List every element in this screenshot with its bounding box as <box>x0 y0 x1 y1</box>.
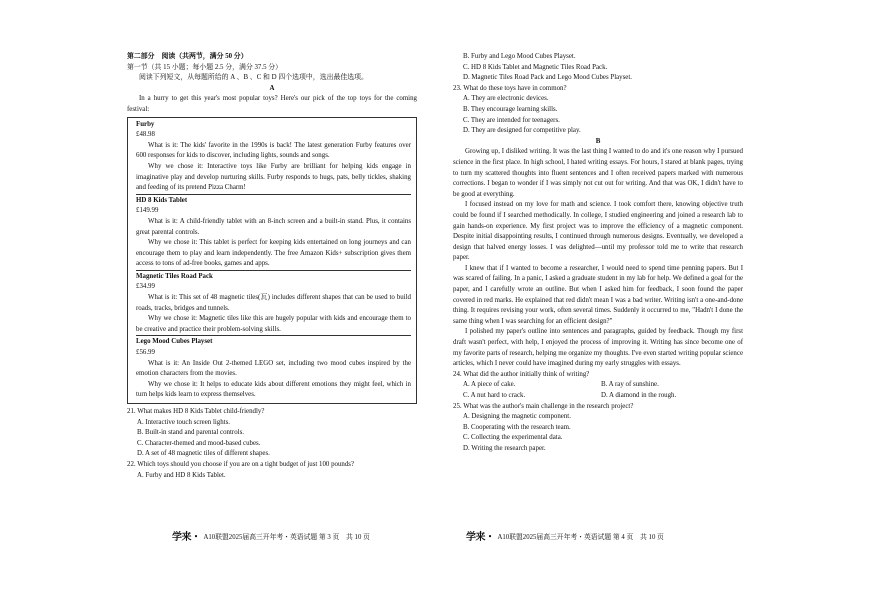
question-25-option: B. Cooperating with the research team. <box>463 423 571 431</box>
instructions: 阅读下列短文，从每题所给的 A 、B 、C 和 D 四个选项中，选出最佳选项。 <box>139 74 368 82</box>
toy-price: £34.99 <box>136 283 155 291</box>
question-23-stem: 23. What do these toys have in common? <box>453 84 567 92</box>
section-heading: 第一节（共 15 小题；每小题 2.5 分，满分 37.5 分） <box>127 63 283 71</box>
passage-b-paragraph: I focused instead on my love for math and science. I took comfort there, knowing objective truth could be found if I searched methodically. In college, I studied engineering and joined a research lab to gain hands-on experience. My first project was to improve the efficiency of a magnetic component. Despite initial disappointing results, I continued through numerous designs. Eventually, we developed a design that halved energy losses. I was delighted—until my professor told me to write that research paper. <box>453 201 743 262</box>
passage-a-label: A <box>269 84 275 92</box>
question-21-stem: 21. What makes HD 8 Kids Tablet child-friendly? <box>127 408 265 415</box>
toy-why: Why we chose it: This tablet is perfect for keeping kids entertained on long journeys and can encourage them to play and learn independently. The free Amazon Kids+ subscription gives them access to tons of ad-free books, games and apps. <box>136 239 411 268</box>
question-23-option: B. They encourage learning skills. <box>463 105 558 113</box>
left-page-column <box>127 52 417 481</box>
question-23-option: C. They are intended for teenagers. <box>463 116 560 124</box>
toy-name: Magnetic Tiles Road Pack <box>136 272 213 280</box>
question-21-option: B. Built-in stand and parental controls. <box>137 429 244 437</box>
toy-price: £56.99 <box>136 349 155 357</box>
toy-name: HD 8 Kids Tablet <box>136 196 188 204</box>
question-22-option: B. Furby and Lego Mood Cubes Playset. <box>463 53 576 60</box>
toy-why: Why we chose it: Interactive toys like Furby are brilliant for helping kids engage in imaginative play and develop nurturing skills. Furby responds to hugs, pats, belly tickles, shaking and feeding of its pretend Pizza Charm! <box>136 162 411 192</box>
footer-text: A10联盟2025届高三开年考・英语试题 第 3 页 共 10 页 <box>203 533 370 541</box>
passage-b-paragraph: Growing up, I disliked writing. It was the last thing I wanted to do and it's one reason why I pursued science in the first place. In high school, I hated writing essays. For hours, I stared at blank pages, trying to turn my scattered thoughts into fluent sentences and I often received papers marked with numerous corrections. I began to wonder if I was simply not cut out for writing. And that was OK, I didn't have to be good at everything. <box>453 148 743 198</box>
passage-b-paragraph: I knew that if I wanted to become a researcher, I would need to spend time penning papers. But I was scared of failing. In a panic, I asked a graduate student in my lab for help. We defined a goal for the paper, and I carefully wrote an outline. But when I asked him for feedback, I soon found the paper covered in red marks. He explained that red didn't mean I was a bad writer. Writing isn't a one-and-done thing. It requires revising your work, often several times. Suddenly it occurred to me, "Hadn't I done the same thing when I was searching for an efficient design?" <box>453 264 743 325</box>
question-24-options-row <box>453 391 743 402</box>
question-23-option: A. They are electronic devices. <box>463 95 549 103</box>
question-25-option: A. Designing the magnetic component. <box>463 413 571 421</box>
toy-name: Lego Mood Cubes Playset <box>136 338 213 346</box>
footer-text: A10联盟2025届高三开年考・英语试题 第 4 页 共 10 页 <box>497 533 664 541</box>
toy-price: £149.99 <box>136 207 159 215</box>
question-24-option: A. A piece of cake. <box>463 381 516 389</box>
question-24-option: C. A nut hard to crack. <box>463 392 526 399</box>
question-25-option: D. Writing the research paper. <box>463 444 546 452</box>
question-21-option: D. A set of 48 magnetic tiles of different shapes. <box>137 450 270 458</box>
question-21-option: A. Interactive touch screen lights. <box>137 418 230 426</box>
passage-a-intro: In a hurry to get this year's most popular toys? Here's our pick of the top toys for the coming festival: <box>127 95 417 113</box>
question-22-option: D. Magnetic Tiles Road Pack and Lego Mood Cubes Playset. <box>463 74 632 82</box>
toy-what: What is it: This set of 48 magnetic tiles(瓦) includes different shapes that can be used to build roads, tracks, bridges and tunnels. <box>136 294 411 312</box>
question-24-option: D. A diamond in the rough. <box>601 392 677 399</box>
toy-what: What is it: The kids' favorite in the 1990s is back! The latest generation Furby features over 600 responses for kids to discover, including lights, sounds and songs. <box>136 141 411 160</box>
toy-name: Furby <box>136 120 155 128</box>
question-23-option: D. They are designed for competitive play. <box>463 127 581 135</box>
question-22-option: C. HD 8 Kids Tablet and Magnetic Tiles Road Pack. <box>463 63 608 71</box>
question-24-option: B. A ray of sunshine. <box>601 381 659 389</box>
toy-what: What is it: An Inside Out 2-themed LEGO set, including two mood cubes inspired by the emotion characters from the movies. <box>136 359 411 378</box>
toy-why: Why we chose it: Magnetic tiles like this are hugely popular with kids and encourage them to be creative and practice their problem-solving skills. <box>136 315 411 333</box>
publisher-logo: 学来・ <box>466 532 495 543</box>
right-page-footer <box>466 528 664 543</box>
question-22-stem: 22. Which toys should you choose if you are on a tight budget of just 100 pounds? <box>127 460 355 468</box>
publisher-logo: 学来・ <box>172 532 201 543</box>
question-25-option: C. Collecting the experimental data. <box>463 434 563 442</box>
toy-item <box>136 335 411 401</box>
question-21-option: C. Character-themed and mood-based cubes. <box>137 439 261 447</box>
toy-list-box <box>127 117 417 404</box>
passage-b-paragraph: I polished my paper's outline into sentences and paragraphs, guided by feedback. Though my first draft wasn't perfect, with help, I enjoyed the process of improving it. Writing has since become one of my favorite parts of research, helping me organize my thoughts. I've even started writing popular science articles, which I never could have imagined during my early struggles with essays. <box>453 328 743 368</box>
toy-item <box>136 194 411 270</box>
question-25-stem: 25. What was the author's main challenge in the research project? <box>453 402 634 410</box>
toy-why: Why we chose it: It helps to educate kids about different emotions they might feel, which in turn helps kids learn to express themselves. <box>136 380 411 399</box>
toy-what: What is it: A child-friendly tablet with an 8-inch screen and a built-in stand. Plus, it contains great parental controls. <box>136 217 411 236</box>
toy-item <box>136 119 411 194</box>
toy-item <box>136 270 411 336</box>
question-24-stem: 24. What did the author initially think of writing? <box>453 370 590 378</box>
passage-b-label: B <box>595 137 601 145</box>
part-heading: 第二部分 阅读（共两节，满分 50 分） <box>127 53 248 60</box>
right-page-column <box>453 52 743 455</box>
question-24-options-row <box>453 380 743 391</box>
toy-price: £48.98 <box>136 131 155 139</box>
question-22-option: A. Furby and HD 8 Kids Tablet. <box>137 471 226 479</box>
left-page-footer <box>172 528 370 543</box>
